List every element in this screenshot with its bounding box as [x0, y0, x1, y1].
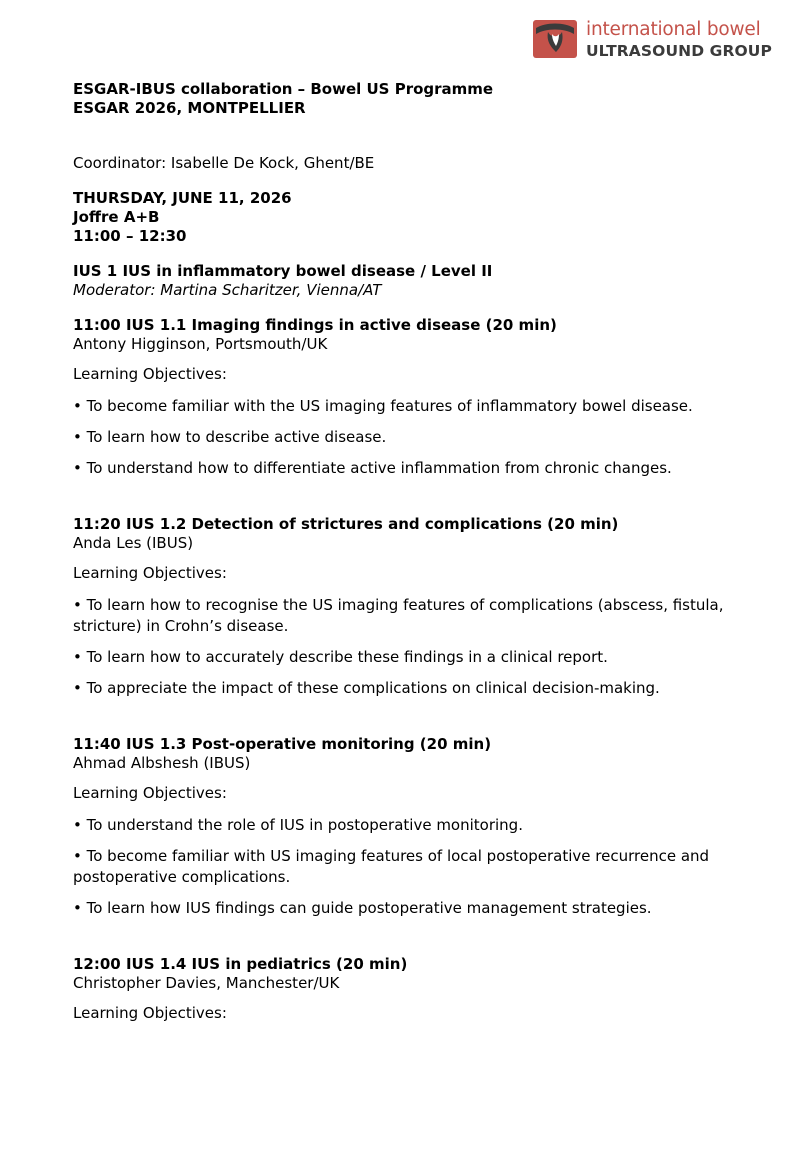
logo-line-1: international bowel	[586, 19, 761, 40]
session-title: IUS 1 IUS in inflammatory bowel disease / Level II	[73, 262, 493, 280]
objective-item: • To learn how IUS findings can guide postoperative management strategies.	[73, 899, 652, 917]
ibus-logo-icon	[532, 18, 578, 60]
talk-title: 12:00 IUS 1.4 IUS in pediatrics (20 min)	[73, 955, 408, 973]
session-time: 11:00 – 12:30	[73, 227, 187, 245]
objective-item: • To understand how to differentiate active inflammation from chronic changes.	[73, 459, 672, 477]
talk-title: 11:00 IUS 1.1 Imaging findings in active disease (20 min)	[73, 316, 557, 334]
talk-1	[73, 316, 753, 479]
objective-item: • To understand the role of IUS in postoperative monitoring.	[73, 816, 523, 834]
talk-2	[73, 515, 753, 699]
document-subtitle: ESGAR 2026, MONTPELLIER	[73, 99, 306, 117]
talk-title: 11:40 IUS 1.3 Post-operative monitoring (20 min)	[73, 735, 492, 753]
session-date: THURSDAY, JUNE 11, 2026	[73, 189, 292, 207]
talk-speaker: Ahmad Albshesh (IBUS)	[73, 754, 251, 772]
learning-objectives-label: Learning Objectives:	[73, 564, 227, 582]
objective-item: • To appreciate the impact of these complications on clinical decision-making.	[73, 679, 660, 697]
talk-3	[73, 735, 753, 919]
objective-item: • To become familiar with US imaging features of local postoperative recurrence and postoperative complications.	[73, 847, 710, 886]
logo-line-2: ULTRASOUND GROUP	[586, 41, 772, 60]
learning-objectives-label: Learning Objectives:	[73, 784, 227, 802]
talk-speaker: Antony Higginson, Portsmouth/UK	[73, 335, 328, 353]
session-room: Joffre A+B	[73, 208, 160, 226]
objective-item: • To become familiar with the US imaging features of inflammatory bowel disease.	[73, 397, 693, 415]
document-title: ESGAR-IBUS collaboration – Bowel US Programme	[73, 80, 494, 98]
talk-speaker: Anda Les (IBUS)	[73, 534, 194, 552]
programme-page	[73, 80, 753, 1035]
objective-item: • To learn how to recognise the US imaging features of complications (abscess, fistula, stricture) in Crohn’s disease.	[73, 596, 724, 635]
learning-objectives-label: Learning Objectives:	[73, 1004, 227, 1022]
ibus-logo	[532, 18, 772, 64]
session-moderator: Moderator: Martina Scharitzer, Vienna/AT	[73, 281, 382, 299]
talk-title: 11:20 IUS 1.2 Detection of strictures and complications (20 min)	[73, 515, 619, 533]
learning-objectives-label: Learning Objectives:	[73, 365, 227, 383]
objective-item: • To learn how to describe active disease.	[73, 428, 387, 446]
objective-item: • To learn how to accurately describe these findings in a clinical report.	[73, 648, 608, 666]
coordinator: Coordinator: Isabelle De Kock, Ghent/BE	[73, 154, 375, 172]
talk-speaker: Christopher Davies, Manchester/UK	[73, 974, 340, 992]
talk-4	[73, 955, 753, 1023]
